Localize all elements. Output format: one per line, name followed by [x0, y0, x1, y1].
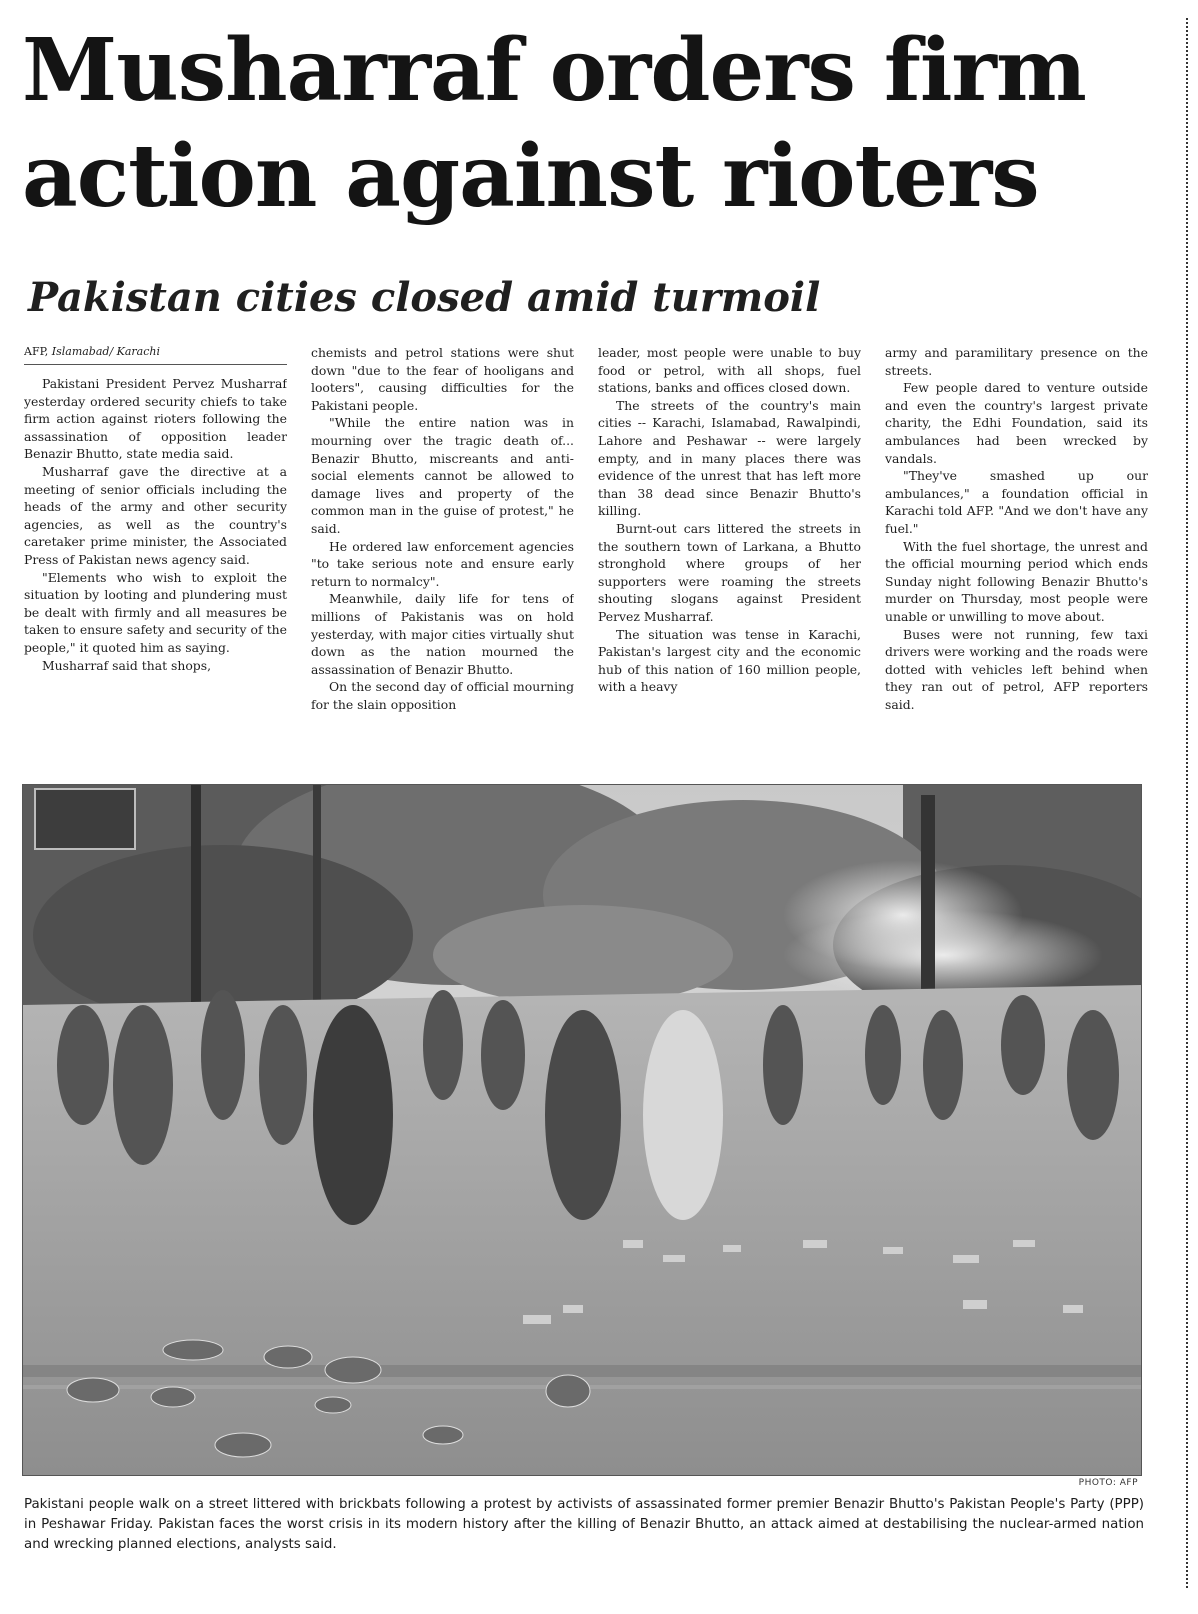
photo-credit: PHOTO: AFP: [1078, 1478, 1138, 1488]
paragraph: The situation was tense in Karachi, Pakistan's largest city and the economic hub of this nation of 160 million people, with a heavy: [598, 626, 861, 695]
byline: [24, 344, 287, 365]
photo-caption: Pakistani people walk on a street littered with brickbats following a protest by activists of assassinated former premier Benazir Bhutto's Pakistan People's Party (PPP) in Peshawar Friday. Pakistan faces the worst crisis in its modern history after the killing of Benazir Bhutto, an attack aimed at destabilising the nuclear-armed nation and wrecking planned elections, analysts said.: [24, 1497, 1144, 1552]
paragraph: With the fuel shortage, the unrest and the official mourning period which ends Sunday night following Benazir Bhutto's murder on Thursday, most people were unable or unwilling to move about.: [885, 538, 1148, 624]
article-column-2: [311, 344, 574, 784]
article-column-3: [598, 344, 861, 784]
paragraph: The streets of the country's main cities -- Karachi, Islamabad, Rawalpindi, Lahore and Peshawar -- were largely empty, and in many places there was evidence of the unrest that has left more than 38 dead since Benazir Bhutto's killing.: [598, 397, 861, 519]
byline-agency: AFP,: [24, 345, 49, 358]
paragraph: On the second day of official mourning for the slain opposition: [311, 679, 574, 712]
paragraph: army and paramilitary presence on the streets.: [885, 345, 1148, 378]
headline: [22, 18, 1162, 230]
byline-place: Islamabad/ Karachi: [51, 345, 161, 358]
paragraph: "They've smashed up our ambulances," a foundation official in Karachi told AFP. "And we don't have any fuel.": [885, 468, 1148, 536]
article-column-1: [24, 344, 287, 784]
article-body: [24, 344, 1148, 784]
paragraph: Burnt-out cars littered the streets in the southern town of Larkana, a Bhutto stronghold where groups of her supporters were roaming the streets shouting slogans against President Pervez Musharraf.: [598, 520, 861, 624]
headline-line-1: Musharraf orders firm: [22, 20, 1086, 121]
paragraph: Musharraf said that shops,: [42, 657, 212, 673]
paragraph: He ordered law enforcement agencies "to take serious note and ensure early return to normalcy".: [311, 538, 574, 589]
news-photo: [22, 784, 1142, 1476]
paragraph: "Elements who wish to exploit the situation by looting and plundering must be dealt with firmly and all measures be taken to ensure safety and security of the people," it quoted him as saying.: [24, 569, 287, 655]
street-scene-illustration: [23, 785, 1141, 1475]
paragraph: Meanwhile, daily life for tens of millions of Pakistanis was on hold yesterday, with major cities virtually shut down as the nation mourned the assassination of Benazir Bhutto.: [311, 591, 574, 677]
subheadline: Pakistan cities closed amid turmoil: [28, 274, 821, 321]
article-column-4: [885, 344, 1148, 784]
headline-line-2: action against rioters: [22, 126, 1039, 227]
paragraph: leader, most people were unable to buy food or petrol, with all shops, fuel stations, banks and offices closed down.: [598, 345, 861, 396]
paragraph: Buses were not running, few taxi drivers were working and the roads were dotted with vehicles left behind when they ran out of petrol, AFP reporters said.: [885, 626, 1148, 712]
paragraph: "While the entire nation was in mourning over the tragic death of... Benazir Bhutto, miscreants and anti-social elements cannot be allowed to damage lives and property of the common man in the guise of protest," he said.: [311, 415, 574, 536]
paragraph: chemists and petrol stations were shut down "due to the fear of hooligans and looters", causing difficulties for the Pakistani people.: [311, 345, 574, 413]
paragraph: Pakistani President Pervez Musharraf yesterday ordered security chiefs to take firm action against rioters following the assassination of opposition leader Benazir Bhutto, state media said.: [24, 376, 287, 462]
page-edge-rule: [1186, 18, 1188, 1588]
paragraph: Musharraf gave the directive at a meeting of senior officials including the heads of the army and other security agencies, as well as the country's caretaker prime minister, the Associated Press of Pakistan news agency said.: [24, 463, 287, 567]
paragraph: Few people dared to venture outside and even the country's largest private charity, the Edhi Foundation, said its ambulances had been wrecked by vandals.: [885, 380, 1148, 466]
